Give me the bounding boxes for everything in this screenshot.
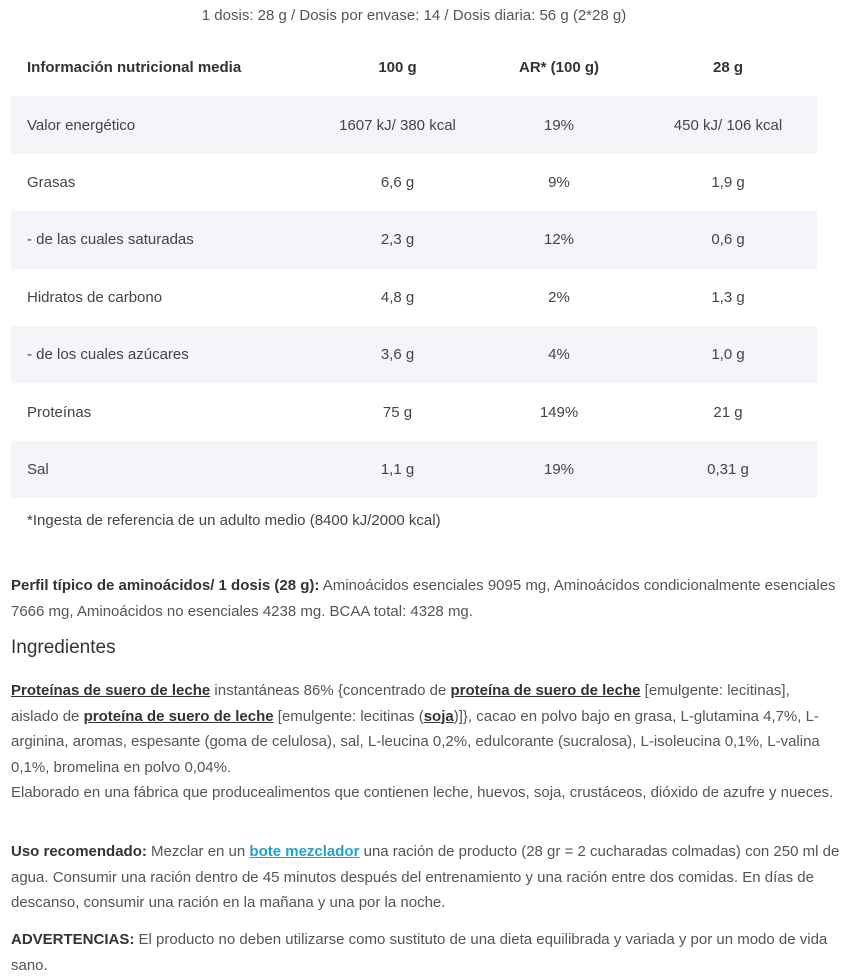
table-cell: 19% xyxy=(543,116,575,134)
dose-info: 1 dosis: 28 g / Dosis por envase: 14 / Dosis diaria: 56 g (2*28 g) xyxy=(201,7,627,24)
table-cell: 9% xyxy=(548,173,570,191)
amino-text: Aminoácidos esenciales 9095 mg, Aminoácidos condicionalmente esenciales 7666 mg, Aminoácidos no esenciales 4238 mg. BCAA total: 4328 mg. xyxy=(11,577,836,620)
table-cell: 21 g xyxy=(713,403,743,421)
table-footnote-row xyxy=(11,498,817,543)
allergen-highlight: proteína de suero de leche xyxy=(450,682,641,699)
header-cell: 28 g xyxy=(712,59,743,77)
table-header-row xyxy=(11,39,817,96)
allergen-highlight: Proteínas de suero de leche xyxy=(11,682,211,699)
table-cell: Sal xyxy=(27,460,49,478)
table-cell: 1,3 g xyxy=(711,288,745,306)
amino-acid-profile xyxy=(11,573,841,624)
table-cell: 4,8 g xyxy=(380,288,415,306)
table-cell: 3,6 g xyxy=(380,346,415,364)
header-cell: 100 g xyxy=(378,59,417,77)
table-row xyxy=(11,96,817,153)
shaker-link[interactable]: bote mezclador xyxy=(249,843,360,860)
table-row xyxy=(11,211,817,268)
nutrition-table xyxy=(11,39,817,543)
header-cell: Información nutricional media xyxy=(27,59,242,77)
usage-text: una ración de producto (28 gr = 2 cucharadas colmadas) con 250 ml de agua. Consumir una ración dentro de 45 minutos después del entrenamiento y una ración entre dos comidas. En días de descanso, consumir una ración en la mañana y una por la noche. xyxy=(11,843,840,911)
ingredients-part: instantáneas 86% {concentrado de xyxy=(210,682,451,699)
table-cell: 0,6 g xyxy=(711,231,745,249)
warnings-text: El producto no deben utilizarse como sustituto de una dieta equilibrada y variada y por un modo de vida sano. xyxy=(11,931,828,974)
amino-label: Perfil típico de aminoácidos/ 1 dosis (28 g): xyxy=(11,577,320,594)
table-cell: 2% xyxy=(548,288,570,306)
table-cell: 6,6 g xyxy=(380,173,415,191)
table-row xyxy=(11,441,817,498)
header-cell: AR* (100 g) xyxy=(518,59,600,77)
warnings xyxy=(11,927,841,977)
usage-text: Mezclar en un xyxy=(146,843,250,860)
table-row xyxy=(11,383,817,440)
warnings-label: ADVERTENCIAS: xyxy=(11,931,135,948)
table-cell: 450 kJ/ 106 kcal xyxy=(673,116,783,134)
ingredients-part: )]}, cacao en polvo bajo en grasa, L-glutamina 4,7%, L-arginina, aromas, espesante (goma de celulosa), sal, L-leucina 0,2%, edulcorante (sucralosa), L-isoleucina 0,1%, L-valina 0,1%, bromelina en polvo 0,04%. xyxy=(11,707,820,776)
table-cell: 1607 kJ/ 380 kcal xyxy=(339,116,456,134)
table-cell: Valor energético xyxy=(27,116,136,134)
ingredients-text xyxy=(11,678,841,806)
table-row xyxy=(11,154,817,211)
table-cell: 149% xyxy=(539,403,579,421)
factory-notice: Elaborado en una fábrica que producealimentos que contienen leche, huevos, soja, crustáceos, dióxido de azufre y nueces. xyxy=(11,784,834,801)
table-cell: 1,9 g xyxy=(711,173,745,191)
usage-instructions xyxy=(11,839,841,916)
table-cell: 4% xyxy=(548,346,570,364)
table-cell: Proteínas xyxy=(27,403,92,421)
table-cell: - de los cuales azúcares xyxy=(27,346,189,364)
ingredients-part: [emulgente: lecitinas], aislado de xyxy=(11,682,790,725)
table-cell: 12% xyxy=(543,231,575,249)
table-cell: 1,1 g xyxy=(380,460,415,478)
table-cell: Grasas xyxy=(27,173,76,191)
ingredients-title: Ingredientes xyxy=(11,637,116,658)
table-cell: 75 g xyxy=(382,403,413,421)
table-row xyxy=(11,326,817,383)
allergen-highlight: soja xyxy=(423,707,454,725)
table-cell: Hidratos de carbono xyxy=(27,288,163,306)
table-cell: 0,31 g xyxy=(707,460,749,478)
allergen-highlight: proteína de suero de leche xyxy=(83,707,274,725)
usage-label: Uso recomendado: xyxy=(11,843,147,860)
table-row xyxy=(11,269,817,326)
table-footnote: *Ingesta de referencia de un adulto medio (8400 kJ/2000 kcal) xyxy=(27,512,441,530)
table-cell: - de las cuales saturadas xyxy=(27,231,194,249)
ingredients-part: [emulgente: lecitinas ( xyxy=(273,707,424,725)
table-cell: 2,3 g xyxy=(380,231,415,249)
table-cell: 1,0 g xyxy=(711,346,745,364)
table-cell: 19% xyxy=(543,460,575,478)
